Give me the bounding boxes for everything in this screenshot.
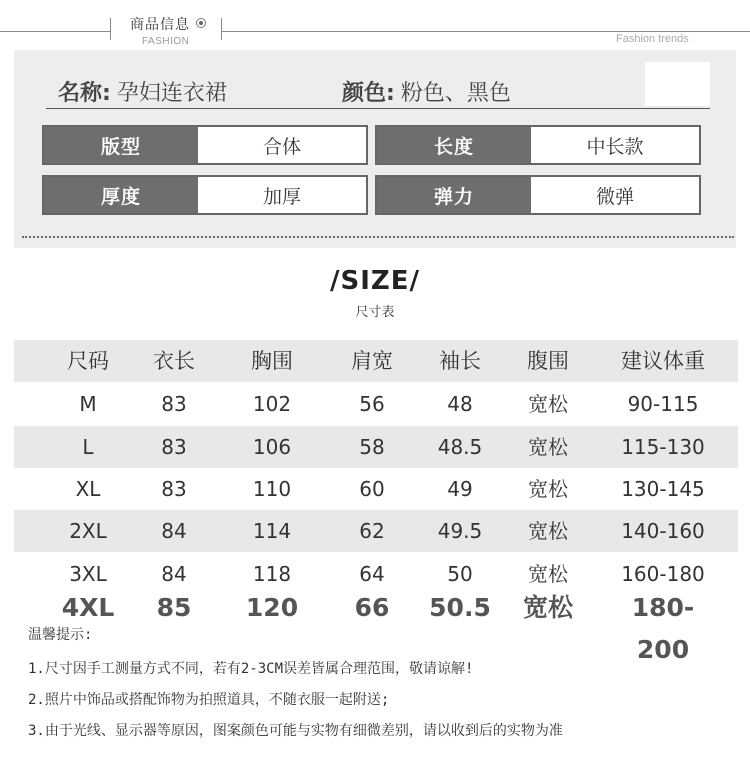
table-header-cell: 胸围 [251,349,293,373]
header-rule-left [0,31,110,32]
table-cell: 宽松 [522,593,573,622]
note-item: 1.尺寸因手工测量方式不同，若有2-3CM误差皆属合理范围，敬请谅解! [28,661,474,677]
attribute-elasticity [375,175,701,215]
table-cell: 宽松 [528,562,568,586]
panel-blank-area [645,62,710,106]
table-cell: 118 [252,562,292,586]
table-cell: 宽松 [528,435,568,459]
table-cell: 3XL [69,562,107,586]
size-subtitle: 尺寸表 [355,305,395,320]
dotted-divider [22,236,734,238]
table-cell: M [79,392,97,416]
table-cell: 115-130 [621,435,705,459]
table-header-cell: 建议体重 [621,349,705,373]
header-rule-right [221,31,750,32]
table-cell: 84 [161,562,187,586]
table-cell: 48.5 [437,435,483,459]
table-cell: 84 [161,519,187,543]
target-dot-icon [196,18,206,28]
table-row [14,426,738,468]
table-cell: 49.5 [437,519,483,543]
notes-title: 温馨提示: [28,627,93,643]
table-header-cell: 尺码 [67,349,109,373]
table-row [14,468,738,510]
table-header-row [14,340,738,382]
attribute-value: 合体 [262,135,301,158]
table-header-cell: 袖长 [439,349,481,373]
attribute-key: 版型 [44,127,198,163]
table-cell: 106 [252,435,292,459]
attribute-fit [42,125,368,165]
table-cell: 140-160 [621,519,705,543]
table-cell: 85 [156,593,192,622]
table-cell: 4XL [61,593,115,622]
note-item: 2.照片中饰品或搭配饰物为拍照道具，不随衣服一起附送; [28,692,390,708]
table-cell: 60 [359,477,385,501]
table-cell: 110 [252,477,292,501]
table-cell: 62 [359,519,385,543]
attribute-key: 厚度 [44,177,198,213]
attribute-key: 长度 [377,127,531,163]
header-subtitle: FASHION [142,36,190,47]
attribute-length [375,125,701,165]
table-cell: 50 [447,562,473,586]
attribute-key: 弹力 [377,177,531,213]
table-cell: 160-180 [621,562,705,586]
table-cell: 58 [359,435,385,459]
attribute-value: 微弹 [595,185,634,208]
product-color-value: 粉色、黑色 [400,81,511,106]
table-cell: 114 [252,519,292,543]
product-name-label: 名称: [58,81,111,106]
table-cell: 宽松 [528,519,568,543]
table-cell: 83 [161,477,187,501]
table-cell: 83 [161,435,187,459]
header-tick-left [110,18,111,40]
header-right-label: Fashion trends [616,33,689,45]
table-cell: 49 [447,477,473,501]
table-cell: 宽松 [528,477,568,501]
product-color [342,76,511,107]
table-row [14,510,738,552]
table-cell: 120 [245,593,299,622]
attribute-value: 中长款 [586,135,644,158]
table-cell: 66 [354,593,390,622]
table-header-cell: 衣长 [153,349,195,373]
size-title: /SIZE/ [329,266,420,296]
table-cell: 64 [359,562,385,586]
attribute-thickness [42,175,368,215]
table-cell: 56 [359,392,385,416]
table-header-cell: 腹围 [527,349,569,373]
header-tick-right [221,18,222,40]
table-cell: 130-145 [621,477,705,501]
table-cell: 48 [447,392,473,416]
table-row [14,383,738,425]
product-color-label: 颜色: [342,81,395,106]
table-header-cell: 肩宽 [351,349,393,373]
table-cell: XL [75,477,101,501]
header-title: 商品信息 [130,17,190,33]
note-item: 3.由于光线、显示器等原因，图案颜色可能与实物有细微差别，请以收到后的实物为准 [28,723,563,739]
table-cell: 90-115 [627,392,699,416]
table-cell: 50.5 [429,593,491,622]
table-cell: 2XL [69,519,107,543]
table-cell: L [82,435,94,459]
table-cell: 102 [252,392,292,416]
table-cell: 宽松 [528,392,568,416]
product-name [58,76,227,107]
name-underline [46,108,710,109]
table-cell: 180-200 [631,593,695,664]
product-name-value: 孕妇连衣裙 [116,81,227,106]
table-cell: 83 [161,392,187,416]
attribute-value: 加厚 [262,185,301,208]
